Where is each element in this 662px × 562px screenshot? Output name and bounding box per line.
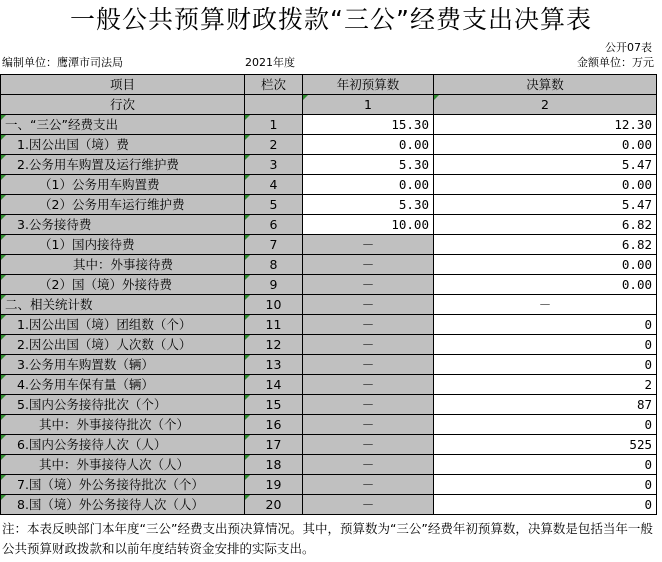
row-number[interactable]: 3 [245,155,303,175]
compiling-unit: 编制单位：鹰潭市司法局 [2,56,123,69]
page-title: 一般公共预算财政拨款“三公”经费支出决算表 [70,5,592,34]
row-item[interactable]: 6.国内公务接待人次（人） [1,435,245,455]
amount-unit: 金额单位：万元 [577,56,654,69]
row-item[interactable]: 1.因公出国（境）团组数（个） [1,315,245,335]
table-row [1,495,657,515]
row-item[interactable]: 8.国（境）外公务接待人次（人） [1,495,245,515]
row-number[interactable]: 13 [245,355,303,375]
row-final[interactable]: 0.00 [434,255,657,275]
table-row [1,475,657,495]
row-budget[interactable]: － [303,315,434,335]
row-budget[interactable]: － [303,435,434,455]
row-budget[interactable]: 0.00 [303,175,434,195]
table-row [1,275,657,295]
row-final[interactable]: 0 [434,415,657,435]
row-final[interactable]: 5.47 [434,155,657,175]
form-number: 公开07表 [605,41,652,54]
row-number[interactable]: 1 [245,115,303,135]
header-budget[interactable]: 年初预算数 [303,75,434,95]
row-final[interactable]: 0.00 [434,275,657,295]
row-budget[interactable]: － [303,475,434,495]
row-item[interactable]: 7.国（境）外公务接待批次（个） [1,475,245,495]
table-row [1,255,657,275]
row-number[interactable]: 4 [245,175,303,195]
col-number-row [1,95,657,115]
row-budget[interactable]: － [303,375,434,395]
row-budget[interactable]: 0.00 [303,135,434,155]
row-item[interactable]: 一、“三公”经费支出 [1,115,245,135]
row-final[interactable]: 6.82 [434,235,657,255]
row-number[interactable]: 6 [245,215,303,235]
row-final[interactable]: 12.30 [434,115,657,135]
row-item[interactable]: （1）国内接待费 [1,235,245,255]
header-row [1,75,657,95]
table-row [1,455,657,475]
row-budget[interactable]: － [303,255,434,275]
row-budget[interactable]: － [303,355,434,375]
table-row [1,155,657,175]
fiscal-year: 2021年度 [245,56,295,69]
row-number[interactable]: 16 [245,415,303,435]
row-budget[interactable]: 15.30 [303,115,434,135]
row-final[interactable]: 0 [434,495,657,515]
row-number[interactable]: 7 [245,235,303,255]
row-budget[interactable]: － [303,415,434,435]
row-final[interactable]: 0 [434,455,657,475]
row-final[interactable]: 0 [434,335,657,355]
row-budget[interactable]: － [303,275,434,295]
table-row [1,395,657,415]
row-final[interactable]: 0 [434,315,657,335]
row-final[interactable]: － [434,295,657,315]
row-number[interactable]: 11 [245,315,303,335]
row-item[interactable]: 4.公务用车保有量（辆） [1,375,245,395]
row-number[interactable]: 18 [245,455,303,475]
row-budget[interactable]: － [303,295,434,315]
expenditure-table [0,74,657,515]
table-row [1,115,657,135]
row-number[interactable]: 5 [245,195,303,215]
row-item[interactable]: 1.因公出国（境）费 [1,135,245,155]
row-number[interactable]: 2 [245,135,303,155]
row-final[interactable]: 0.00 [434,135,657,155]
table-row [1,355,657,375]
row-budget[interactable]: － [303,455,434,475]
row-final[interactable]: 0 [434,355,657,375]
row-final[interactable]: 525 [434,435,657,455]
table-row [1,415,657,435]
row-budget[interactable]: － [303,395,434,415]
col-number-blank[interactable] [245,95,303,115]
row-item[interactable]: 3.公务用车购置数（辆） [1,355,245,375]
table-row [1,295,657,315]
row-item[interactable]: 二、相关统计数 [1,295,245,315]
row-budget[interactable]: － [303,335,434,355]
header-col[interactable]: 栏次 [245,75,303,95]
row-final[interactable]: 2 [434,375,657,395]
row-item[interactable]: （2）公务用车运行维护费 [1,195,245,215]
row-label[interactable]: 行次 [1,95,245,115]
col-number-budget[interactable]: 1 [303,95,434,115]
row-budget[interactable]: 5.30 [303,155,434,175]
col-number-final[interactable]: 2 [434,95,657,115]
row-budget[interactable]: － [303,495,434,515]
row-item[interactable]: 其中：外事接待人次（人） [1,455,245,475]
row-final[interactable]: 6.82 [434,215,657,235]
row-number[interactable]: 19 [245,475,303,495]
row-item[interactable]: 5.国内公务接待批次（个） [1,395,245,415]
row-budget[interactable]: 10.00 [303,215,434,235]
row-item[interactable]: 2.因公出国（境）人次数（人） [1,335,245,355]
header-final[interactable]: 决算数 [434,75,657,95]
row-number[interactable]: 15 [245,395,303,415]
table-row [1,375,657,395]
row-final[interactable]: 5.47 [434,195,657,215]
row-number[interactable]: 10 [245,295,303,315]
row-budget[interactable]: 5.30 [303,195,434,215]
table-row [1,435,657,455]
table-row [1,215,657,235]
table-row [1,135,657,155]
footnote: 注：本表反映部门本年度“三公”经费支出预决算情况。其中，预算数为“三公”经费年初预算数，决算数是包括当年一般公共预算财政拨款和以前年度结转资金安排的实际支出。 [2,521,653,556]
table-row [1,335,657,355]
row-number[interactable]: 12 [245,335,303,355]
row-item[interactable]: 其中：外事接待费 [1,255,245,275]
row-final[interactable]: 0 [434,475,657,495]
row-number[interactable]: 14 [245,375,303,395]
row-final[interactable]: 0.00 [434,175,657,195]
row-item[interactable]: 3.公务接待费 [1,215,245,235]
row-budget[interactable]: － [303,235,434,255]
row-item[interactable]: 2.公务用车购置及运行维护费 [1,155,245,175]
row-item[interactable]: （1）公务用车购置费 [1,175,245,195]
row-number[interactable]: 17 [245,435,303,455]
row-final[interactable]: 87 [434,395,657,415]
row-number[interactable]: 9 [245,275,303,295]
row-number[interactable]: 8 [245,255,303,275]
table-row [1,195,657,215]
header-item[interactable]: 项目 [1,75,245,95]
row-item[interactable]: 其中：外事接待批次（个） [1,415,245,435]
table-row [1,235,657,255]
row-number[interactable]: 20 [245,495,303,515]
table-row [1,175,657,195]
row-item[interactable]: （2）国（境）外接待费 [1,275,245,295]
table-row [1,315,657,335]
